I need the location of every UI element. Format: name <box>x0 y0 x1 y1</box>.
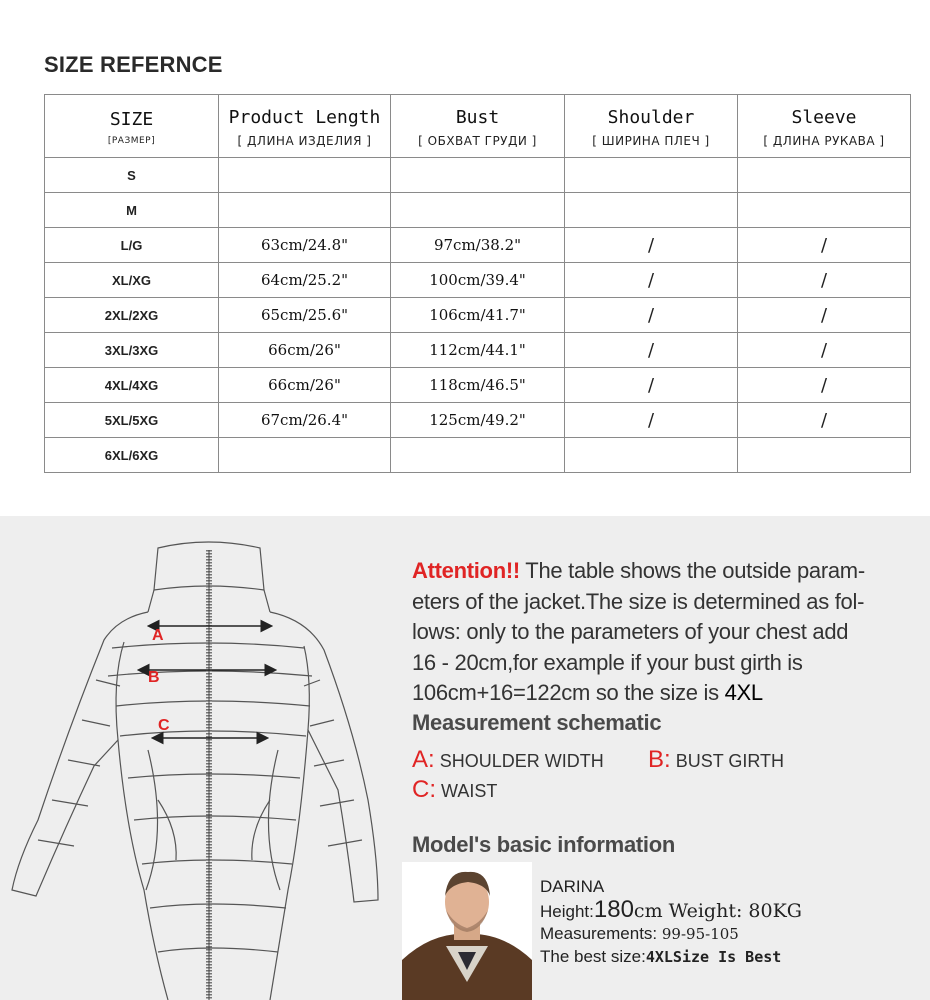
table-row: 5XL/5XG 67cm/26.4" 125cm/49.2" / / <box>45 403 911 438</box>
table-row: XL/XG 64cm/25.2" 100cm/39.4" / / <box>45 263 911 298</box>
size-table <box>44 94 911 473</box>
model-name: DARINA <box>540 877 605 896</box>
label-b: B <box>148 669 160 686</box>
model-measurements: Measurements: 99-95-105 <box>540 924 739 943</box>
table-row: M <box>45 193 911 228</box>
table-row: S <box>45 158 911 193</box>
measurement-heading: Measurement schematic <box>412 710 662 735</box>
table-row: 3XL/3XG 66cm/26" 112cm/44.1" / / <box>45 333 911 368</box>
header-shoulder: Shoulder [ ШИРИНА ПЛЕЧ ] <box>565 95 738 158</box>
header-size: SIZE [РАЗМЕР] <box>45 95 219 158</box>
attention-label: Attention!! <box>412 558 520 583</box>
header-product-length: Product Length [ ДЛИНА ИЗДЕЛИЯ ] <box>219 95 391 158</box>
header-bust: Bust [ ОБХВАТ ГРУДИ ] <box>391 95 565 158</box>
info-panel <box>0 516 930 1000</box>
measure-a: A: SHOULDER WIDTH <box>412 746 604 773</box>
model-info <box>540 876 802 968</box>
measure-c: C: WAIST <box>412 776 498 803</box>
page-title: SIZE REFERNCE <box>44 52 223 77</box>
model-best-size: The best size:4XLSize Is Best <box>540 946 782 966</box>
table-row: 2XL/2XG 65cm/25.6" 106cm/41.7" / / <box>45 298 911 333</box>
table-header-row <box>45 95 911 158</box>
jacket-diagram <box>8 530 384 1000</box>
model-heading: Model's basic information <box>412 832 675 857</box>
model-photo <box>402 862 532 1000</box>
table-row: 6XL/6XG <box>45 438 911 473</box>
recommended-size: 4XL <box>724 680 763 705</box>
label-a: A <box>152 627 164 644</box>
measure-b: B: BUST GIRTH <box>648 746 785 773</box>
table-row: L/G 63cm/24.8" 97cm/38.2" / / <box>45 228 911 263</box>
attention-text: Attention!! The table shows the outside param- eters of the jacket.The size is determined as fol- lows: only to the parameters of your chest add 16 - 20cm,for example if your bust girth is 106cm+16=122cm so the size is 4XL <box>412 558 865 705</box>
model-height: Height:180cm Weight: 80KG <box>540 895 802 923</box>
table-row: 4XL/4XG 66cm/26" 118cm/46.5" / / <box>45 368 911 403</box>
header-sleeve: Sleeve [ ДЛИНА РУКАВА ] <box>738 95 911 158</box>
label-c: C <box>158 717 170 734</box>
